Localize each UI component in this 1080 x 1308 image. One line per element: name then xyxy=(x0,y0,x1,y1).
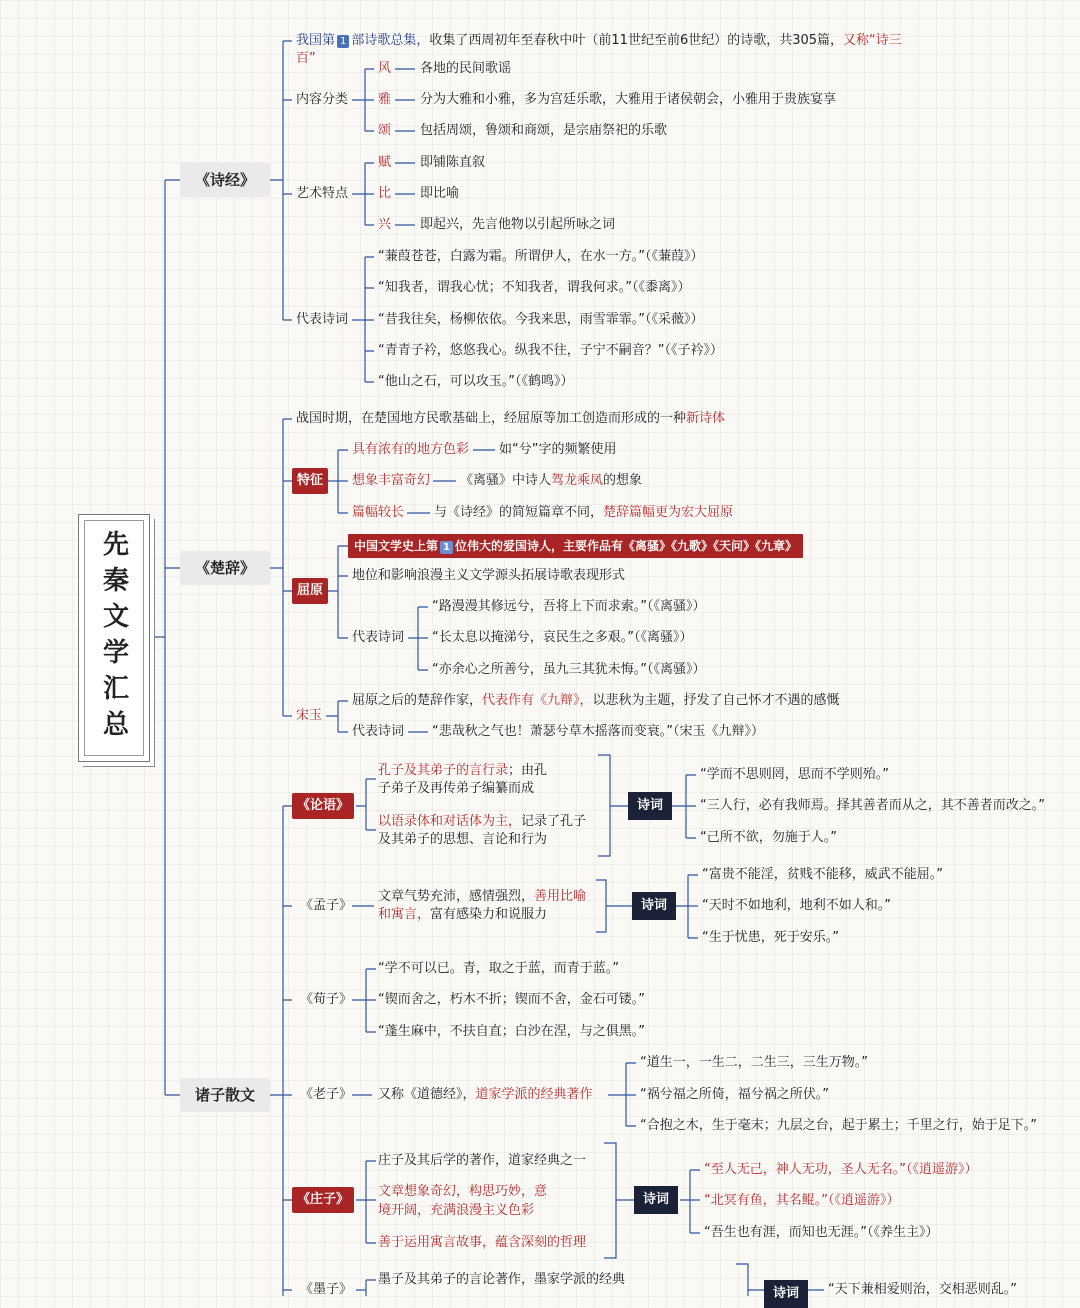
mengzi-quote: “生于忧患，死于安乐。” xyxy=(702,930,839,945)
zhuangzi-tag: 《庄子》 xyxy=(292,1187,354,1213)
zhuangzi-quote: “北冥有鱼，其名鲲。”（《逍遥游》） xyxy=(704,1193,900,1208)
art-val-fu: 即铺陈直叙 xyxy=(420,155,486,170)
lunyu-desc-1a: 孔子及其弟子的言行录 xyxy=(378,763,509,778)
chuci-intro-b: 新诗体 xyxy=(686,411,726,426)
mengzi-quote: “富贵不能淫，贫贱不能移，威武不能屈。” xyxy=(702,867,943,882)
shijing-poem: “他山之石，可以攻玉。”（《鹤鸣》） xyxy=(378,374,574,389)
quyuan-poems-label: 代表诗词 xyxy=(352,630,405,645)
xunzi-quote: “学不可以已。青，取之于蓝，而青于蓝。” xyxy=(378,961,619,976)
shijing-intro-b: 部诗歌总集， xyxy=(351,33,430,48)
shijing-content-label: 内容分类 xyxy=(296,92,349,107)
lunyu-quote: “学而不思则罔，思而不学则殆。” xyxy=(700,767,889,782)
feature-val-length xyxy=(434,504,733,522)
art-key-xing: 兴 xyxy=(378,217,392,232)
laozi-quote: “合抱之木，生于毫末；九层之台，起于累土；千里之行，始于足下。” xyxy=(640,1118,1037,1133)
shijing-poem: “知我者，谓我心忧；不知我者，谓我何求。”（《黍离》） xyxy=(378,280,691,295)
songyu-desc xyxy=(352,692,840,710)
quyuan-banner-b: 位伟大的爱国诗人，主要作品有《离骚》《九歌》《天问》《九章》 xyxy=(454,539,797,553)
laozi-desc xyxy=(378,1086,593,1104)
laozi-desc-b: 道家学派的经典著作 xyxy=(475,1087,593,1102)
zhuangzi-quote: “吾生也有涯，而知也无涯。”（《养生主》） xyxy=(704,1225,939,1240)
lunyu-desc-1 xyxy=(378,762,558,798)
mengzi-desc-a: 文章气势充沛，感情强烈， xyxy=(378,889,535,904)
content-val-feng: 各地的民间歌谣 xyxy=(420,61,512,76)
mozi-quote: “天下兼相爱则治，交相恶则乱。” xyxy=(828,1282,1017,1297)
feature-val-imagination xyxy=(460,472,642,490)
quyuan-influence: 地位和影响浪漫主义文学源头拓展诗歌表现形式 xyxy=(352,568,626,583)
shijing-poem: “昔我往矣，杨柳依依。今我来思，雨雪霏霏。”（《采薇》） xyxy=(378,312,704,327)
shijing-poem: “蒹葭苍苍，白露为霜。所谓伊人，在水一方。”（《蒹葭》） xyxy=(378,249,704,264)
shijing-intro-d: 又称“诗三百” xyxy=(296,33,902,66)
zhuangzi-desc-2b: 境开阔，充满浪漫主义色彩 xyxy=(378,1203,535,1218)
mengzi-desc-c: 富有感染力和说服力 xyxy=(430,907,548,922)
shijing-intro-c: 收集了西周初年至春秋中叶（前11世纪至前6世纪）的诗歌，共305篇， xyxy=(429,33,844,48)
songyu-poems-label: 代表诗词 xyxy=(352,724,405,739)
songyu-poem: “悲哉秋之气也！萧瑟兮草木摇落而变衰。”（宋玉《九辩》） xyxy=(432,724,764,739)
quyuan-banner xyxy=(348,534,803,558)
laozi-label: 《老子》 xyxy=(300,1087,353,1102)
chuci-intro-a: 战国时期，在楚国地方民歌基础上，经屈原等加工创造而形成的一种 xyxy=(296,411,687,426)
topic-chuci: 《楚辞》 xyxy=(180,551,270,585)
xunzi-label: 《荀子》 xyxy=(300,992,353,1007)
topic-shijing: 《诗经》 xyxy=(180,163,270,197)
xunzi-quote: “蓬生麻中，不扶自直；白沙在涅，与之俱黑。” xyxy=(378,1024,645,1039)
root-inner-frame xyxy=(84,520,144,756)
laozi-quote: “道生一，一生二，二生三，三生万物。” xyxy=(640,1055,868,1070)
laozi-quote: “祸兮福之所倚，福兮祸之所伏。” xyxy=(640,1087,829,1102)
lunyu-quote: “己所不欲，勿施于人。” xyxy=(700,830,837,845)
shijing-art-label: 艺术特点 xyxy=(296,186,349,201)
mozi-desc-1: 墨子及其弟子的言论著作，墨家学派的经典 xyxy=(378,1272,626,1287)
mengzi-desc xyxy=(378,888,588,924)
mengzi-quote: “天时不如地利，地利不如人和。” xyxy=(702,898,891,913)
mengzi-desc-b: 善用比喻和寓言， xyxy=(378,889,587,922)
lunyu-quote: “三人行，必有我师焉。择其善者而从之，其不善者而改之。” xyxy=(700,798,1045,813)
content-val-ya: 分为大雅和小雅，多为宫廷乐歌，大雅用于诸侯朝会，小雅用于贵族宴享 xyxy=(420,92,837,107)
feature-val-imagination-a: 《离骚》中诗人 xyxy=(460,473,552,488)
badge-one: 1 xyxy=(337,35,349,48)
zhuangzi-desc-3: 善于运用寓言故事，蕴含深刻的哲理 xyxy=(378,1235,587,1250)
laozi-desc-a: 又称《道德经》， xyxy=(378,1087,476,1102)
mozi-label: 《墨子》 xyxy=(300,1282,353,1297)
lunyu-tag: 《论语》 xyxy=(292,793,354,819)
chuci-feature-tag: 特征 xyxy=(292,468,328,494)
shijing-poem: “青青子衿，悠悠我心。纵我不往，子宁不嗣音？”（《子衿》） xyxy=(378,343,723,358)
quyuan-poem: “路漫漫其修远兮，吾将上下而求索。”（《离骚》） xyxy=(432,599,706,614)
badge-one: 1 xyxy=(440,541,453,554)
songyu-desc-a: 屈原之后的楚辞作家， xyxy=(352,693,483,708)
lunyu-desc-2b: 记录了孔子及其弟子的思想、言论和行为 xyxy=(378,814,587,847)
feature-val-length-a: 与《诗经》的简短篇章不同， xyxy=(434,505,604,520)
lunyu-poem-tag: 诗词 xyxy=(628,792,672,820)
feature-val-length-b: 楚辞篇幅更为宏大屈原 xyxy=(603,505,734,520)
feature-key-length: 篇幅较长 xyxy=(352,505,405,520)
quyuan-poem: “亦余心之所善兮，虽九三其犹未悔。”（《离骚》） xyxy=(432,662,706,677)
feature-key-imagination: 想象丰富奇幻 xyxy=(352,473,431,488)
art-key-fu: 赋 xyxy=(378,155,392,170)
topic-zhuzi: 诸子散文 xyxy=(180,1078,270,1112)
mengzi-poem-tag: 诗词 xyxy=(632,892,676,920)
songyu-label: 宋玉 xyxy=(296,708,323,723)
feature-val-imagination-c: 的想象 xyxy=(603,473,643,488)
feature-key-local: 具有浓有的地方色彩 xyxy=(352,442,470,457)
content-key-ya: 雅 xyxy=(378,92,392,107)
mengzi-label: 《孟子》 xyxy=(300,898,353,913)
shijing-poems-label: 代表诗词 xyxy=(296,312,349,327)
lunyu-desc-2a: 以语录体和对话体为主， xyxy=(378,814,522,829)
mozi-poem-tag: 诗词 xyxy=(764,1280,808,1308)
art-key-bi: 比 xyxy=(378,186,392,201)
songyu-desc-c: 以悲秋为主题，抒发了自己怀才不遇的感慨 xyxy=(592,693,840,708)
feature-val-imagination-b: 驾龙乘凤 xyxy=(551,473,604,488)
chuci-intro xyxy=(296,410,725,428)
lunyu-desc-2 xyxy=(378,813,588,849)
lunyu-desc-1b: ；由孔子弟子及再传弟子编纂而成 xyxy=(378,763,548,796)
content-val-song: 包括周颂，鲁颂和商颂，是宗庙祭祀的乐歌 xyxy=(420,123,668,138)
content-key-feng: 风 xyxy=(378,61,392,76)
zhuangzi-desc-2a: 文章想象奇幻，构思巧妙，意 xyxy=(378,1184,548,1199)
feature-val-local: 如“兮”字的频繁使用 xyxy=(499,442,617,457)
art-val-bi: 即比喻 xyxy=(420,186,460,201)
quyuan-poem: “长太息以掩涕兮，哀民生之多艰。”（《离骚》） xyxy=(432,630,693,645)
shijing-intro-a: 我国第 xyxy=(296,33,336,48)
quyuan-tag: 屈原 xyxy=(292,578,328,604)
art-val-xing: 即起兴，先言他物以引起所咏之词 xyxy=(420,217,616,232)
zhuangzi-quote: “至人无己，神人无功，圣人无名。”（《逍遥游》） xyxy=(704,1162,978,1177)
zhuangzi-desc-1: 庄子及其后学的著作，道家经典之一 xyxy=(378,1153,587,1168)
zhuangzi-poem-tag: 诗词 xyxy=(634,1186,678,1214)
quyuan-banner-a: 中国文学史上第 xyxy=(354,539,439,553)
root-title: 先秦文学汇总 xyxy=(98,530,129,746)
root-node xyxy=(78,514,150,762)
content-key-song: 颂 xyxy=(378,123,392,138)
songyu-desc-b: 代表作有《九辩》， xyxy=(482,693,593,708)
xunzi-quote: “锲而舍之，朽木不折；锲而不舍，金石可镂。” xyxy=(378,992,645,1007)
